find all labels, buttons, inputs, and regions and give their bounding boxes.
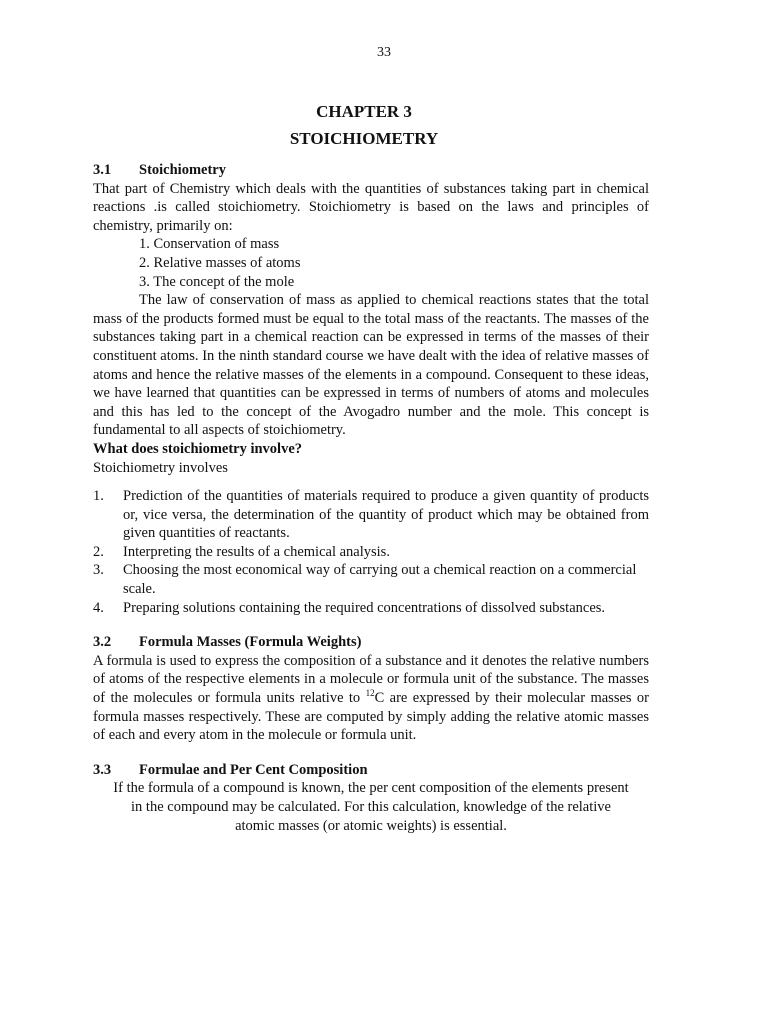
list-item: 1. Conservation of mass [139,236,280,253]
list-text: Interpreting the results of a chemical analysis. [123,543,390,560]
isotope-superscript: 12 [365,688,375,699]
section-title: Stoichiometry [139,162,226,178]
section-number: 3.2 [93,634,112,651]
text-line: If the formula of a compound is known, the per cent composition of the elements present [113,780,629,797]
section-heading-3-3 [93,761,649,780]
section-title: Formula Masses (Formula Weights) [139,634,362,651]
list-item [93,599,649,618]
section-title: Formulae and Per Cent Composition [139,761,368,778]
page-content [93,161,649,835]
section-number: 3.1 [93,162,112,178]
list-item [93,543,649,562]
intro-paragraph: That part of Chemistry which deals with the quantities of substances taking part in chemical reactions .is called stoichiometry. Stoichiometry is based on the laws and principles of chemistry, primarily on: [93,180,649,234]
list-number: 4. [93,599,104,616]
composition-paragraph [93,779,649,835]
section-heading-3-1 [93,161,649,180]
list-number: 2. [93,543,104,560]
section-number: 3.3 [93,761,112,778]
list-number: 3. [93,562,104,579]
question-heading: What does stoichiometry involve? [93,440,303,457]
principles-list [93,235,649,291]
list-item [93,561,649,598]
list-text: Preparing solutions containing the required concentrations of dissolved substances. [123,599,606,616]
text-run: A formula is used to express the composition of a substance and it denotes the relative numbers of atoms of the respective elements in a molecule or formula unit of the substance. The masses of the molecules or formula units relative to [93,652,649,707]
formula-mass-paragraph [93,652,649,745]
page-number: 33 [377,45,391,60]
body-paragraph: The law of conservation of mass as applied to chemical reactions states that the total mass of the products formed must be equal to the total mass of the reactants. The masses of the substances taking part in a chemical reaction can be expressed in terms of the masses of their constituent atoms. In the ninth standard course we have dealt with the idea of relative masses of atoms and hence the relative masses of the elements in a compound. Consequent to these ideas, we have learned that quantities can be expressed in terms of numbers of atoms and molecules and this has led to the concept of the Avogadro number and the mole. This concept is fundamental to all aspects of stoichiometry. [93,292,649,439]
list-text: Choosing the most economical way of carrying out a chemical reaction on a commercial scale. [123,562,637,598]
involves-label: Stoichiometry involves [93,459,228,476]
chapter-heading: CHAPTER 3 [316,102,412,121]
involves-list [93,487,649,617]
list-number: 1. [93,488,104,505]
list-item: 2. Relative masses of atoms [139,254,301,271]
text-run: C are expressed by their molecular masses or formula masses respectively. These are computed by simply adding the relative atomic masses of each and every atom in the molecule or formula unit. [93,690,649,744]
list-text: Prediction of the quantities of materials required to produce a given quantity of products or, vice versa, the determination of the quantity of product which may be obtained from given quantities of reactants. [123,488,649,542]
list-item: 3. The concept of the mole [139,273,295,290]
section-heading-3-2 [93,633,649,652]
text-line: atomic masses (or atomic weights) is essential. [235,817,507,834]
text-line: in the compound may be calculated. For this calculation, knowledge of the relative [131,799,611,815]
list-item [93,487,649,543]
chapter-title: STOICHIOMETRY [289,129,439,148]
